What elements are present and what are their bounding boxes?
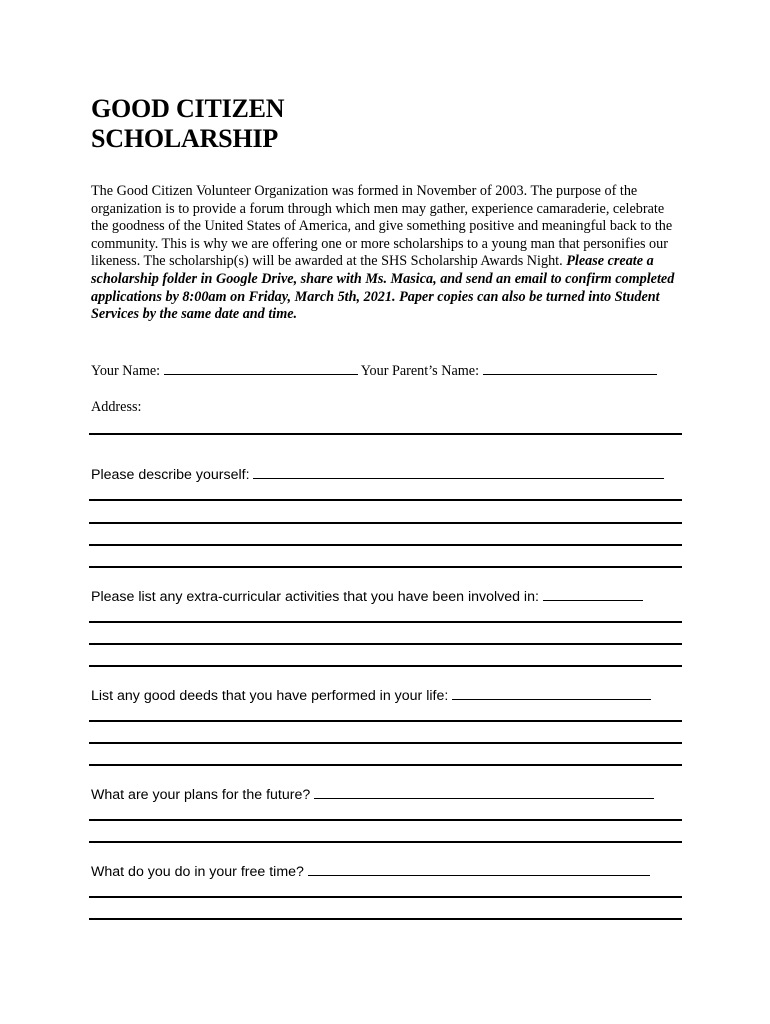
address-field-line[interactable] [89,433,682,435]
describe-yourself-line[interactable] [89,499,682,501]
future-plans-label: What are your plans for the future? [91,787,311,803]
good-deeds-field[interactable] [452,687,651,700]
name-row [91,362,657,380]
good-deeds-line[interactable] [89,764,682,766]
describe-yourself-line[interactable] [89,544,682,546]
describe-yourself-field[interactable] [253,466,664,479]
title-line-2: SCHOLARSHIP [91,124,279,153]
describe-yourself-line[interactable] [89,566,682,568]
your-name-field[interactable] [164,362,358,375]
parent-name-label: Your Parent’s Name: [360,363,480,379]
activities-row [91,588,643,606]
intro-text: The Good Citizen Volunteer Organization was formed in November of 2003. The purpose of the organization is to provide a forum through which men may gather, experience camaraderie, celebrate the goodness of the United States of America, and give something positive and meaningful back to the community. This is why we are offering one or more scholarships to a young man that personifies our likeness. The scholarship(s) will be awarded at the SHS Scholarship Awards Night. [91,183,673,270]
good-deeds-line[interactable] [89,742,682,744]
intro-paragraph [91,183,683,324]
describe-yourself-line[interactable] [89,522,682,524]
activities-line[interactable] [89,643,682,645]
parent-name-field[interactable] [483,362,657,375]
address-label: Address: [91,399,142,415]
future-plans-line[interactable] [89,841,682,843]
free-time-row [91,863,650,881]
free-time-label: What do you do in your free time? [91,864,304,880]
future-plans-field[interactable] [314,786,654,799]
activities-label: Please list any extra-curricular activities that you have been involved in: [91,589,539,605]
free-time-line[interactable] [89,918,682,920]
your-name-label: Your Name: [91,363,161,379]
good-deeds-label: List any good deeds that you have performed in your life: [91,688,449,704]
form-title [91,94,591,154]
free-time-field[interactable] [308,863,650,876]
good-deeds-row [91,687,651,705]
free-time-line[interactable] [89,896,682,898]
describe-yourself-label: Please describe yourself: [91,467,250,483]
activities-field[interactable] [543,588,643,601]
describe-yourself-row [91,466,664,484]
future-plans-line[interactable] [89,819,682,821]
title-line-1: GOOD CITIZEN [91,94,285,123]
intro-instructions: Please create a scholarship folder in Google Drive, share with Ms. Masica, and send an email to confirm completed applications by 8:00am on Friday, March 5th, 2021. Paper copies can also be turned into Student Services by the same date and time. [91,253,675,323]
future-plans-row [91,786,654,804]
good-deeds-line[interactable] [89,720,682,722]
activities-line[interactable] [89,621,682,623]
activities-line[interactable] [89,665,682,667]
